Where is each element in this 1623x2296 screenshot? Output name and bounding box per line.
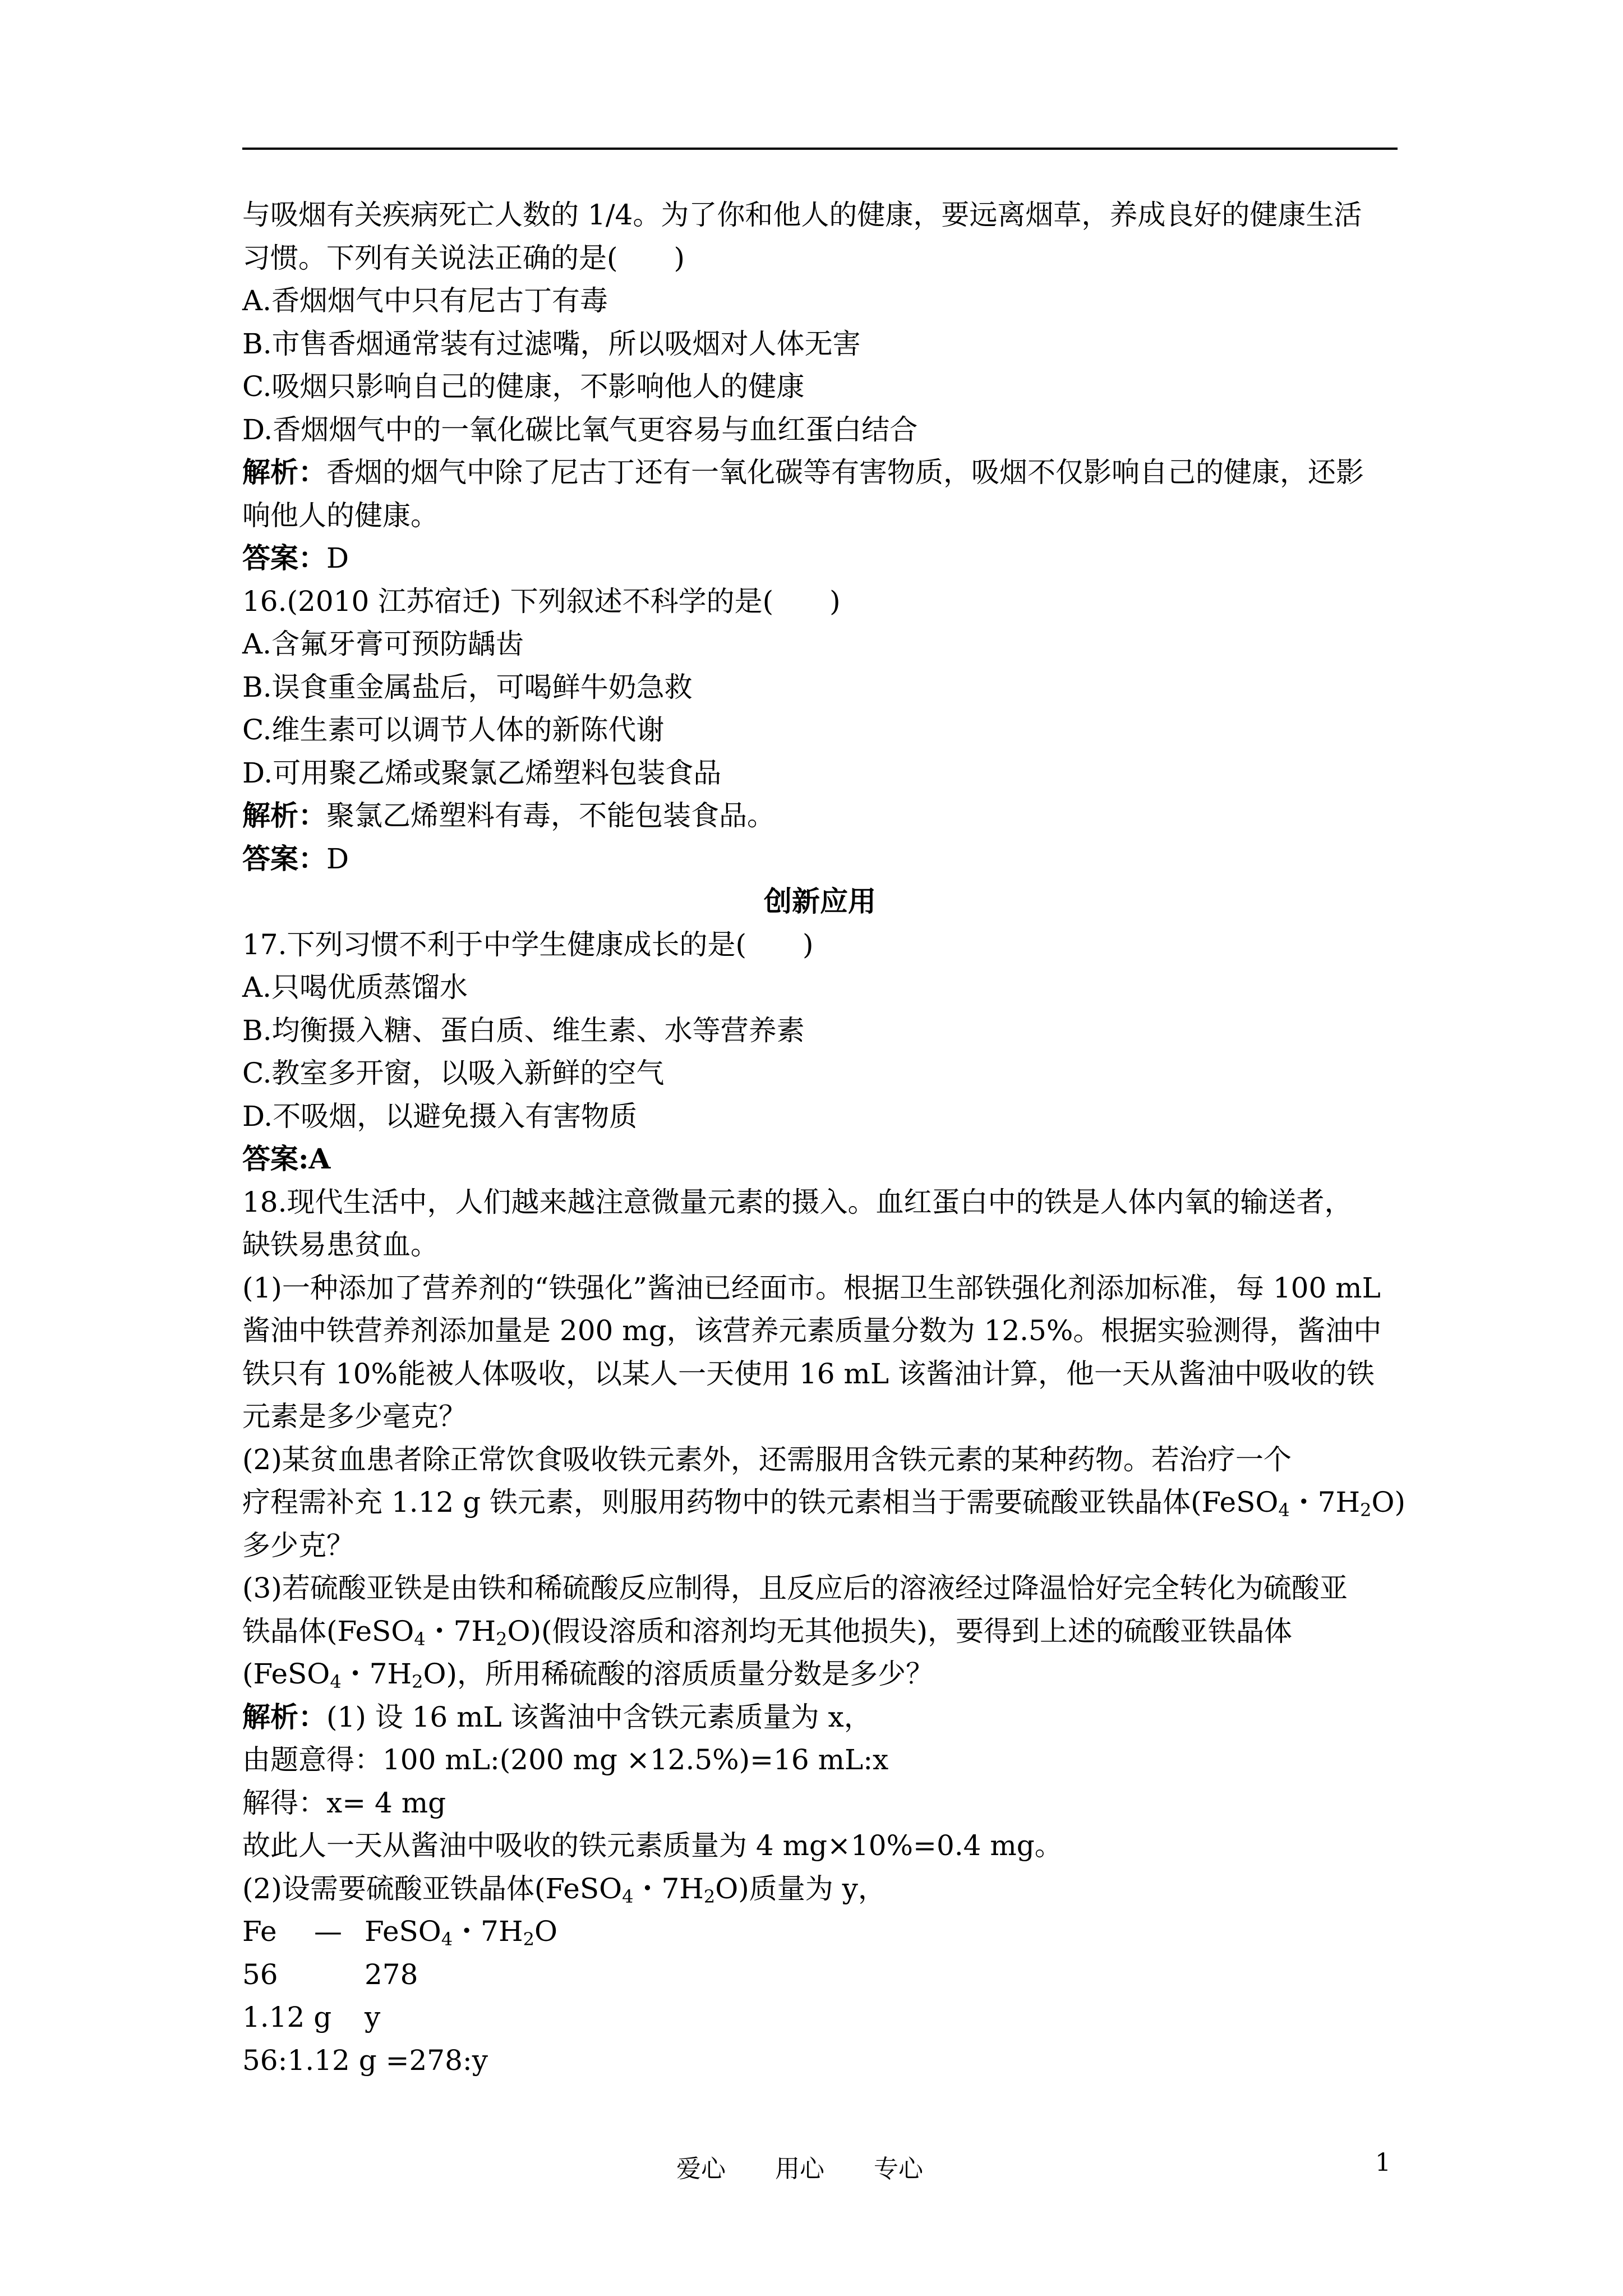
- equation-term: ・7H: [453, 1915, 523, 1948]
- text-segment: 铁晶体(FeSO: [242, 1614, 414, 1648]
- q18-solution-line: 由题意得：100 mL:(200 mg ×12.5%)=16 mL:x: [242, 1743, 889, 1776]
- answer-label: 答案：: [242, 541, 326, 574]
- analysis-label: 解析：: [242, 799, 326, 832]
- q18-stem: 18.现代生活中，人们越来越注意微量元素的摄入。血红蛋白中的铁是人体内氧的输送者，: [242, 1185, 1353, 1218]
- q15-answer: [242, 537, 1398, 580]
- text-segment: (FeSO: [242, 1658, 330, 1690]
- footer-text: 爱心 用心 专心: [676, 2155, 923, 2183]
- q16-analysis: [242, 794, 1398, 838]
- q15-option-c: C.吸烟只影响自己的健康，不影响他人的健康: [242, 370, 805, 403]
- analysis-label: 解析：: [242, 1700, 326, 1733]
- q16-option-a: A.含氟牙膏可预防龋齿: [242, 628, 524, 660]
- q18-part2: (2)某贫血患者除正常饮食吸收铁元素外，还需服用含铁元素的某种药物。若治疗一个: [242, 1443, 1292, 1476]
- text-segment: ・7H: [1289, 1486, 1361, 1519]
- section-title: 创新应用: [764, 885, 876, 918]
- q18-solution-line: 解得：x= 4 mg: [242, 1786, 446, 1819]
- subscript: 4: [330, 1671, 342, 1692]
- q18-solution-line: [242, 1867, 1398, 1911]
- q17-answer: [242, 1138, 1398, 1181]
- text-segment: (2)设需要硫酸亚铁晶体(FeSO: [242, 1872, 623, 1905]
- page-number: 1: [1375, 2148, 1391, 2177]
- text-segment: O): [1371, 1486, 1405, 1519]
- equation-row: 56:1.12 g =278:y: [242, 2044, 488, 2077]
- q15-stem-line: [242, 237, 1398, 280]
- subscript: 2: [523, 1929, 534, 1950]
- q17-option-b: B.均衡摄入糖、蛋白质、维生素、水等营养素: [242, 1014, 805, 1047]
- q16-option-c: C.维生素可以调节人体的新陈代谢: [242, 714, 665, 746]
- subscript: 2: [496, 1628, 508, 1650]
- q16-answer: [242, 838, 1398, 881]
- q18-part2-cont: [242, 1481, 1405, 1524]
- q18-part3-cont: [242, 1610, 1398, 1653]
- q17-option-a: A.只喝优质蒸馏水: [242, 971, 468, 1004]
- analysis-text: (1) 设 16 mL 该酱油中含铁元素质量为 x，: [326, 1700, 872, 1733]
- q16-option-d: D.可用聚乙烯或聚氯乙烯塑料包装食品: [242, 756, 722, 789]
- q15-stem-text: 习惯。下列有关说法正确的是( ): [242, 241, 685, 274]
- q18-stem-cont: 缺铁易患贫血。: [242, 1228, 439, 1261]
- equation-dash: —: [314, 1915, 342, 1948]
- equation-row: [242, 1996, 1398, 2039]
- q18-part1-cont: 酱油中铁营养剂添加量是 200 mg，该营养元素质量分数为 12.5%。根据实验测得，酱油中: [242, 1314, 1382, 1347]
- subscript: 4: [441, 1929, 453, 1950]
- equation-term: Fe: [242, 1915, 277, 1948]
- q16-option-b: B.误食重金属盐后，可喝鲜牛奶急救: [242, 670, 693, 703]
- answer-value: A: [308, 1142, 331, 1175]
- subscript: 4: [1278, 1499, 1290, 1521]
- page-content: [242, 194, 1405, 2082]
- q15-option-b: B.市售香烟通常装有过滤嘴，所以吸烟对人体无害: [242, 327, 861, 360]
- subscript: 2: [412, 1671, 423, 1692]
- q18-part1-cont: 元素是多少毫克？: [242, 1400, 467, 1433]
- q17-option-d: D.不吸烟，以避免摄入有害物质: [242, 1099, 638, 1133]
- text-segment: ・7H: [633, 1872, 704, 1905]
- q15-analysis: [242, 451, 1398, 494]
- equation-term: FeSO: [365, 1915, 441, 1948]
- equation-row: [242, 1953, 1398, 1996]
- subscript: 4: [622, 1885, 634, 1907]
- analysis-text: 聚氯乙烯塑料有毒，不能包装食品。: [326, 799, 775, 832]
- equation-row: [242, 1910, 1398, 1953]
- answer-label: 答案：: [242, 841, 326, 875]
- q15-stem-line: [242, 194, 1398, 237]
- analysis-label: 解析：: [242, 455, 326, 489]
- subscript: 4: [414, 1628, 426, 1650]
- q15-option-a: A.香烟烟气中只有尼古丁有毒: [242, 284, 608, 317]
- q18-part1-cont: 铁只有 10%能被人体吸收，以某人一天使用 16 mL 该酱油计算，他一天从酱油中吸收的铁: [242, 1357, 1375, 1390]
- text-segment: ・7H: [341, 1658, 412, 1690]
- text-segment: O)(假设溶质和溶剂均无其他损失)，要得到上述的硫酸亚铁晶体: [507, 1614, 1292, 1648]
- q15-analysis-cont: 响他人的健康。: [242, 499, 439, 532]
- q18-part3: (3)若硫酸亚铁是由铁和稀硫酸反应制得，且反应后的溶液经过降温恰好完全转化为硫酸亚: [242, 1572, 1348, 1604]
- header-rule: [242, 148, 1398, 150]
- q16-stem: 16.(2010 江苏宿迁) 下列叙述不科学的是( ): [242, 585, 841, 618]
- equation-value: 1.12 g: [242, 2001, 332, 2033]
- q18-part3-cont: [242, 1653, 1398, 1696]
- text-segment: O)，所用稀硫酸的溶质质量分数是多少？: [423, 1658, 934, 1690]
- text-segment: ・7H: [425, 1614, 496, 1648]
- answer-value: D: [326, 542, 349, 574]
- equation-value: 56: [242, 1958, 278, 1991]
- equation-value: 278: [365, 1958, 418, 1991]
- answer-label: 答案:: [242, 1142, 309, 1175]
- equation-term: O: [534, 1915, 557, 1948]
- q18-analysis: [242, 1696, 1398, 1739]
- q15-option-d: D.香烟烟气中的一氧化碳比氧气更容易与血红蛋白结合: [242, 413, 918, 446]
- q17-option-c: C.教室多开窗，以吸入新鲜的空气: [242, 1057, 665, 1089]
- q18-part1: (1)一种添加了营养剂的“铁强化”酱油已经面市。根据卫生部铁强化剂添加标准，每 100 mL: [242, 1271, 1381, 1304]
- q15-stem-text: 与吸烟有关疾病死亡人数的 1/4。为了你和他人的健康，要远离烟草，养成良好的健康生活: [242, 199, 1362, 231]
- analysis-text: 香烟的烟气中除了尼古丁还有一氧化碳等有害物质，吸烟不仅影响自己的健康，还影: [326, 456, 1364, 489]
- q17-stem: 17.下列习惯不利于中学生健康成长的是( ): [242, 928, 814, 961]
- answer-value: D: [326, 842, 349, 875]
- q18-solution-line: 故此人一天从酱油中吸收的铁元素质量为 4 mg×10%=0.4 mg。: [242, 1829, 1063, 1862]
- text-segment: 疗程需补充 1.12 g 铁元素，则服用药物中的铁元素相当于需要硫酸亚铁晶体(FeSO: [242, 1486, 1279, 1519]
- equation-value: y: [365, 2001, 381, 2033]
- text-segment: O)质量为 y，: [715, 1872, 886, 1905]
- subscript: 2: [1360, 1499, 1372, 1521]
- subscript: 2: [703, 1885, 716, 1907]
- q18-part2-cont: 多少克？: [242, 1529, 354, 1562]
